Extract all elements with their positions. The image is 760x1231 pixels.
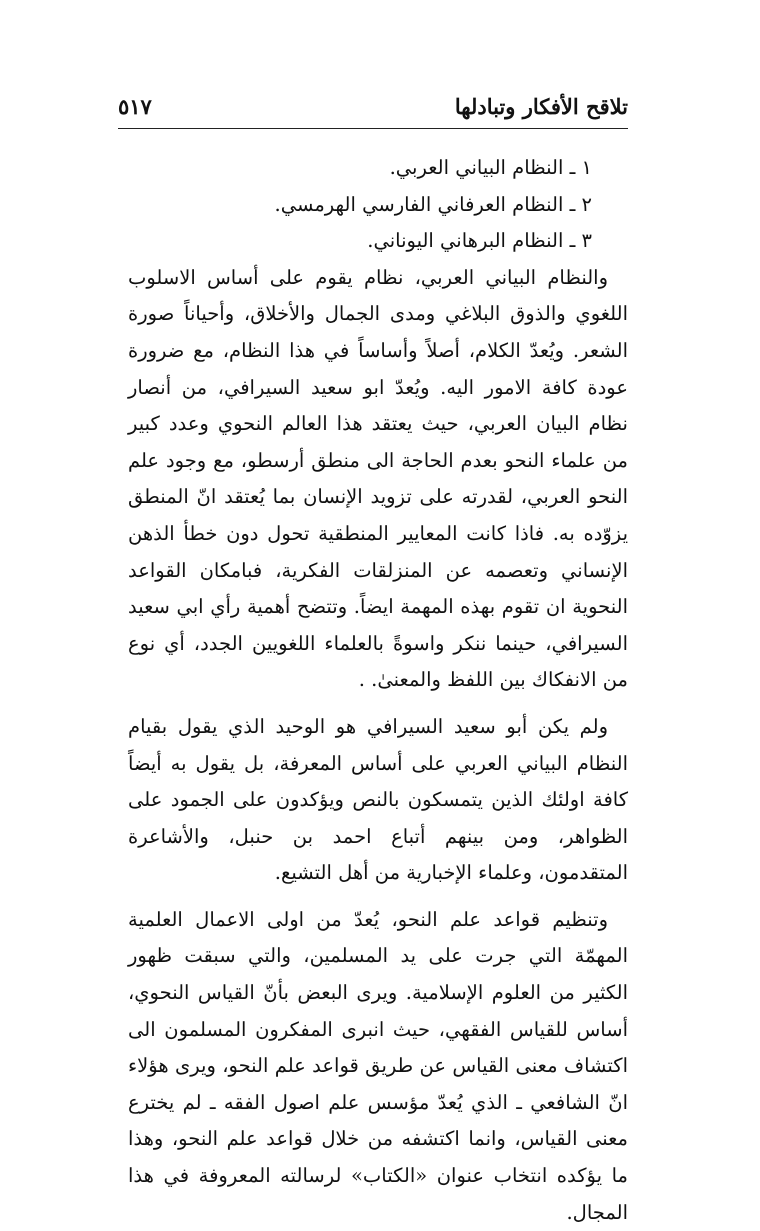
paragraph: والنظام البياني العربي، نظام يقوم على أساس الاسلوب اللغوي والذوق البلاغي ومدى الجمال والأخلاق، وأحياناً صورة الشعر. ويُعدّ الكلام، أصلاً وأساساً في هذا النظام، مع ضرورة عودة كافة الامور اليه. ويُعدّ ابو سعيد السيرافي، من أنصار نظام البيان العربي، حيث يعتقد هذا العالم النحوي وعدد كبير من علماء النحو بعدم الحاجة الى منطق أرسطو، مع وجود علم النحو العربي، لقدرته على تزويد الإنسان بما يُعتقد انّ المنطق يزوّده به. فاذا كانت المعايير المنطقية تحول دون خطأ الذهن الإنساني وتعصمه عن المنزلقات الفكرية، فبامكان القواعد النحوية ان تقوم بهذه المهمة ايضاً. وتتضح أهمية رأي ابي سعيد السيرافي، حينما ننكر واسوةً بالعلماء اللغويين الجدد، أي نوع من الانفكاك بين اللفظ والمعنىٰ. . [128, 265, 628, 692]
list-item: ٢ ـ النظام العرفاني الفارسي الهرمسي. [274, 192, 592, 216]
body-text [128, 150, 628, 1231]
paragraph: ولم يكن أبو سعيد السيرافي هو الوحيد الذي يقول بقيام النظام البياني العربي على أساس المعرفة، بل يقول به أيضاً كافة اولئك الذين يتمسكون بالنص ويؤكدون على الجمود على الظواهر، ومن بينهم أتباع احمد بن حنبل، والأشاعرة المتقدمون، وعلماء الإخبارية من أهل التشيع. [128, 714, 628, 885]
list-item: ٣ ـ النظام البرهاني اليوناني. [367, 229, 592, 253]
page-number: ٥١٧ [118, 94, 152, 119]
list-item: ١ ـ النظام البياني العربي. [389, 156, 592, 179]
paragraph: وتنظيم قواعد علم النحو، يُعدّ من اولى الاعمال العلمية المهمّة التي جرت على يد المسلمين، والتي سبقت ظهور الكثير من العلوم الإسلامية. ويرى البعض بأنّ القياس النحوي، أساس للقياس الفقهي، حيث انبرى المفكرون المسلمون الى اكتشاف معنى القياس عن طريق قواعد علم النحو، ويرى هؤلاء انّ الشافعي ـ الذي يُعدّ مؤسس علم اصول الفقه ـ لم يخترع معنى القياس، وانما اكتشفه من خلال قواعد علم النحو، وهذا ما يؤكده انتخاب عنوان «الكتاب» لرسالته المعروفة في هذا المجال. [128, 907, 628, 1224]
systems-list [128, 150, 628, 260]
running-title: تلاقح الأفكار وتبادلها [454, 94, 628, 119]
page-header [118, 92, 628, 129]
